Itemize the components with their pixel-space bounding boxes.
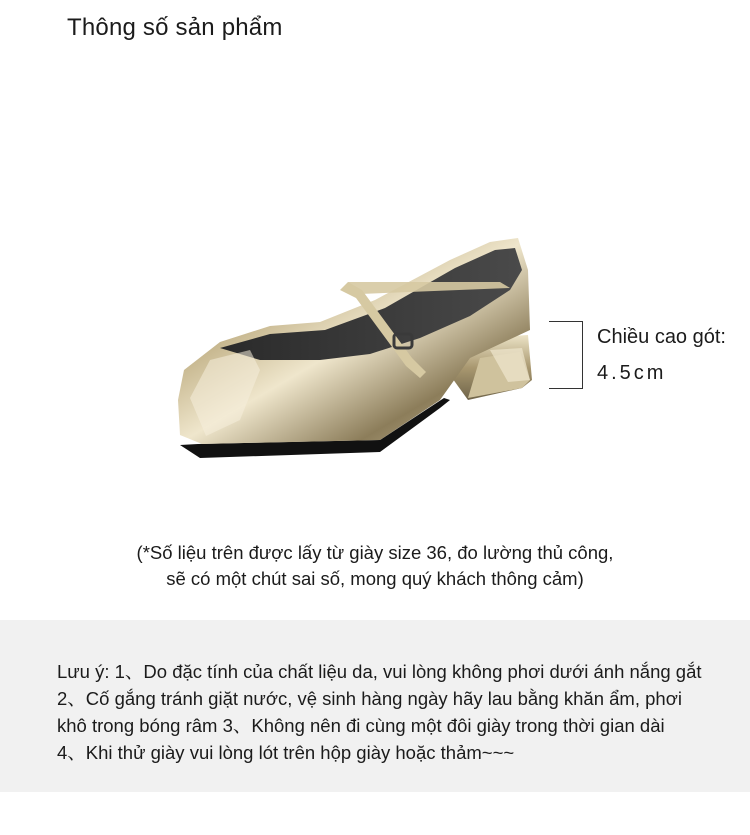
page-title: Thông số sản phẩm	[67, 14, 283, 41]
heel-height-label: Chiều cao gót:	[597, 326, 726, 348]
note-line: sẽ có một chút sai số, mong quý khách thông cảm)	[166, 568, 584, 589]
care-line: 4、Khi thử giày vui lòng lót trên hộp giày hoặc thảm~~~	[57, 742, 515, 763]
care-line: Lưu ý: 1、Do đặc tính của chất liệu da, vui lòng không phơi dưới ánh nắng gắt	[57, 661, 702, 682]
care-instructions-text	[57, 658, 702, 766]
heel-height-bracket	[549, 321, 583, 389]
heel-height-value: 4.5cm	[597, 362, 667, 384]
mary-jane-shoe-icon	[150, 230, 550, 470]
care-line: 2、Cố gắng tránh giặt nước, vệ sinh hàng ngày hãy lau bằng khăn ẩm, phơi	[57, 688, 682, 709]
measurement-note	[0, 540, 750, 592]
care-instructions-panel	[0, 620, 750, 792]
product-image	[150, 230, 550, 470]
care-line: khô trong bóng râm 3、Không nên đi cùng một đôi giày trong thời gian dài	[57, 715, 665, 736]
note-line: (*Số liệu trên được lấy từ giày size 36, đo lường thủ công,	[136, 542, 614, 563]
